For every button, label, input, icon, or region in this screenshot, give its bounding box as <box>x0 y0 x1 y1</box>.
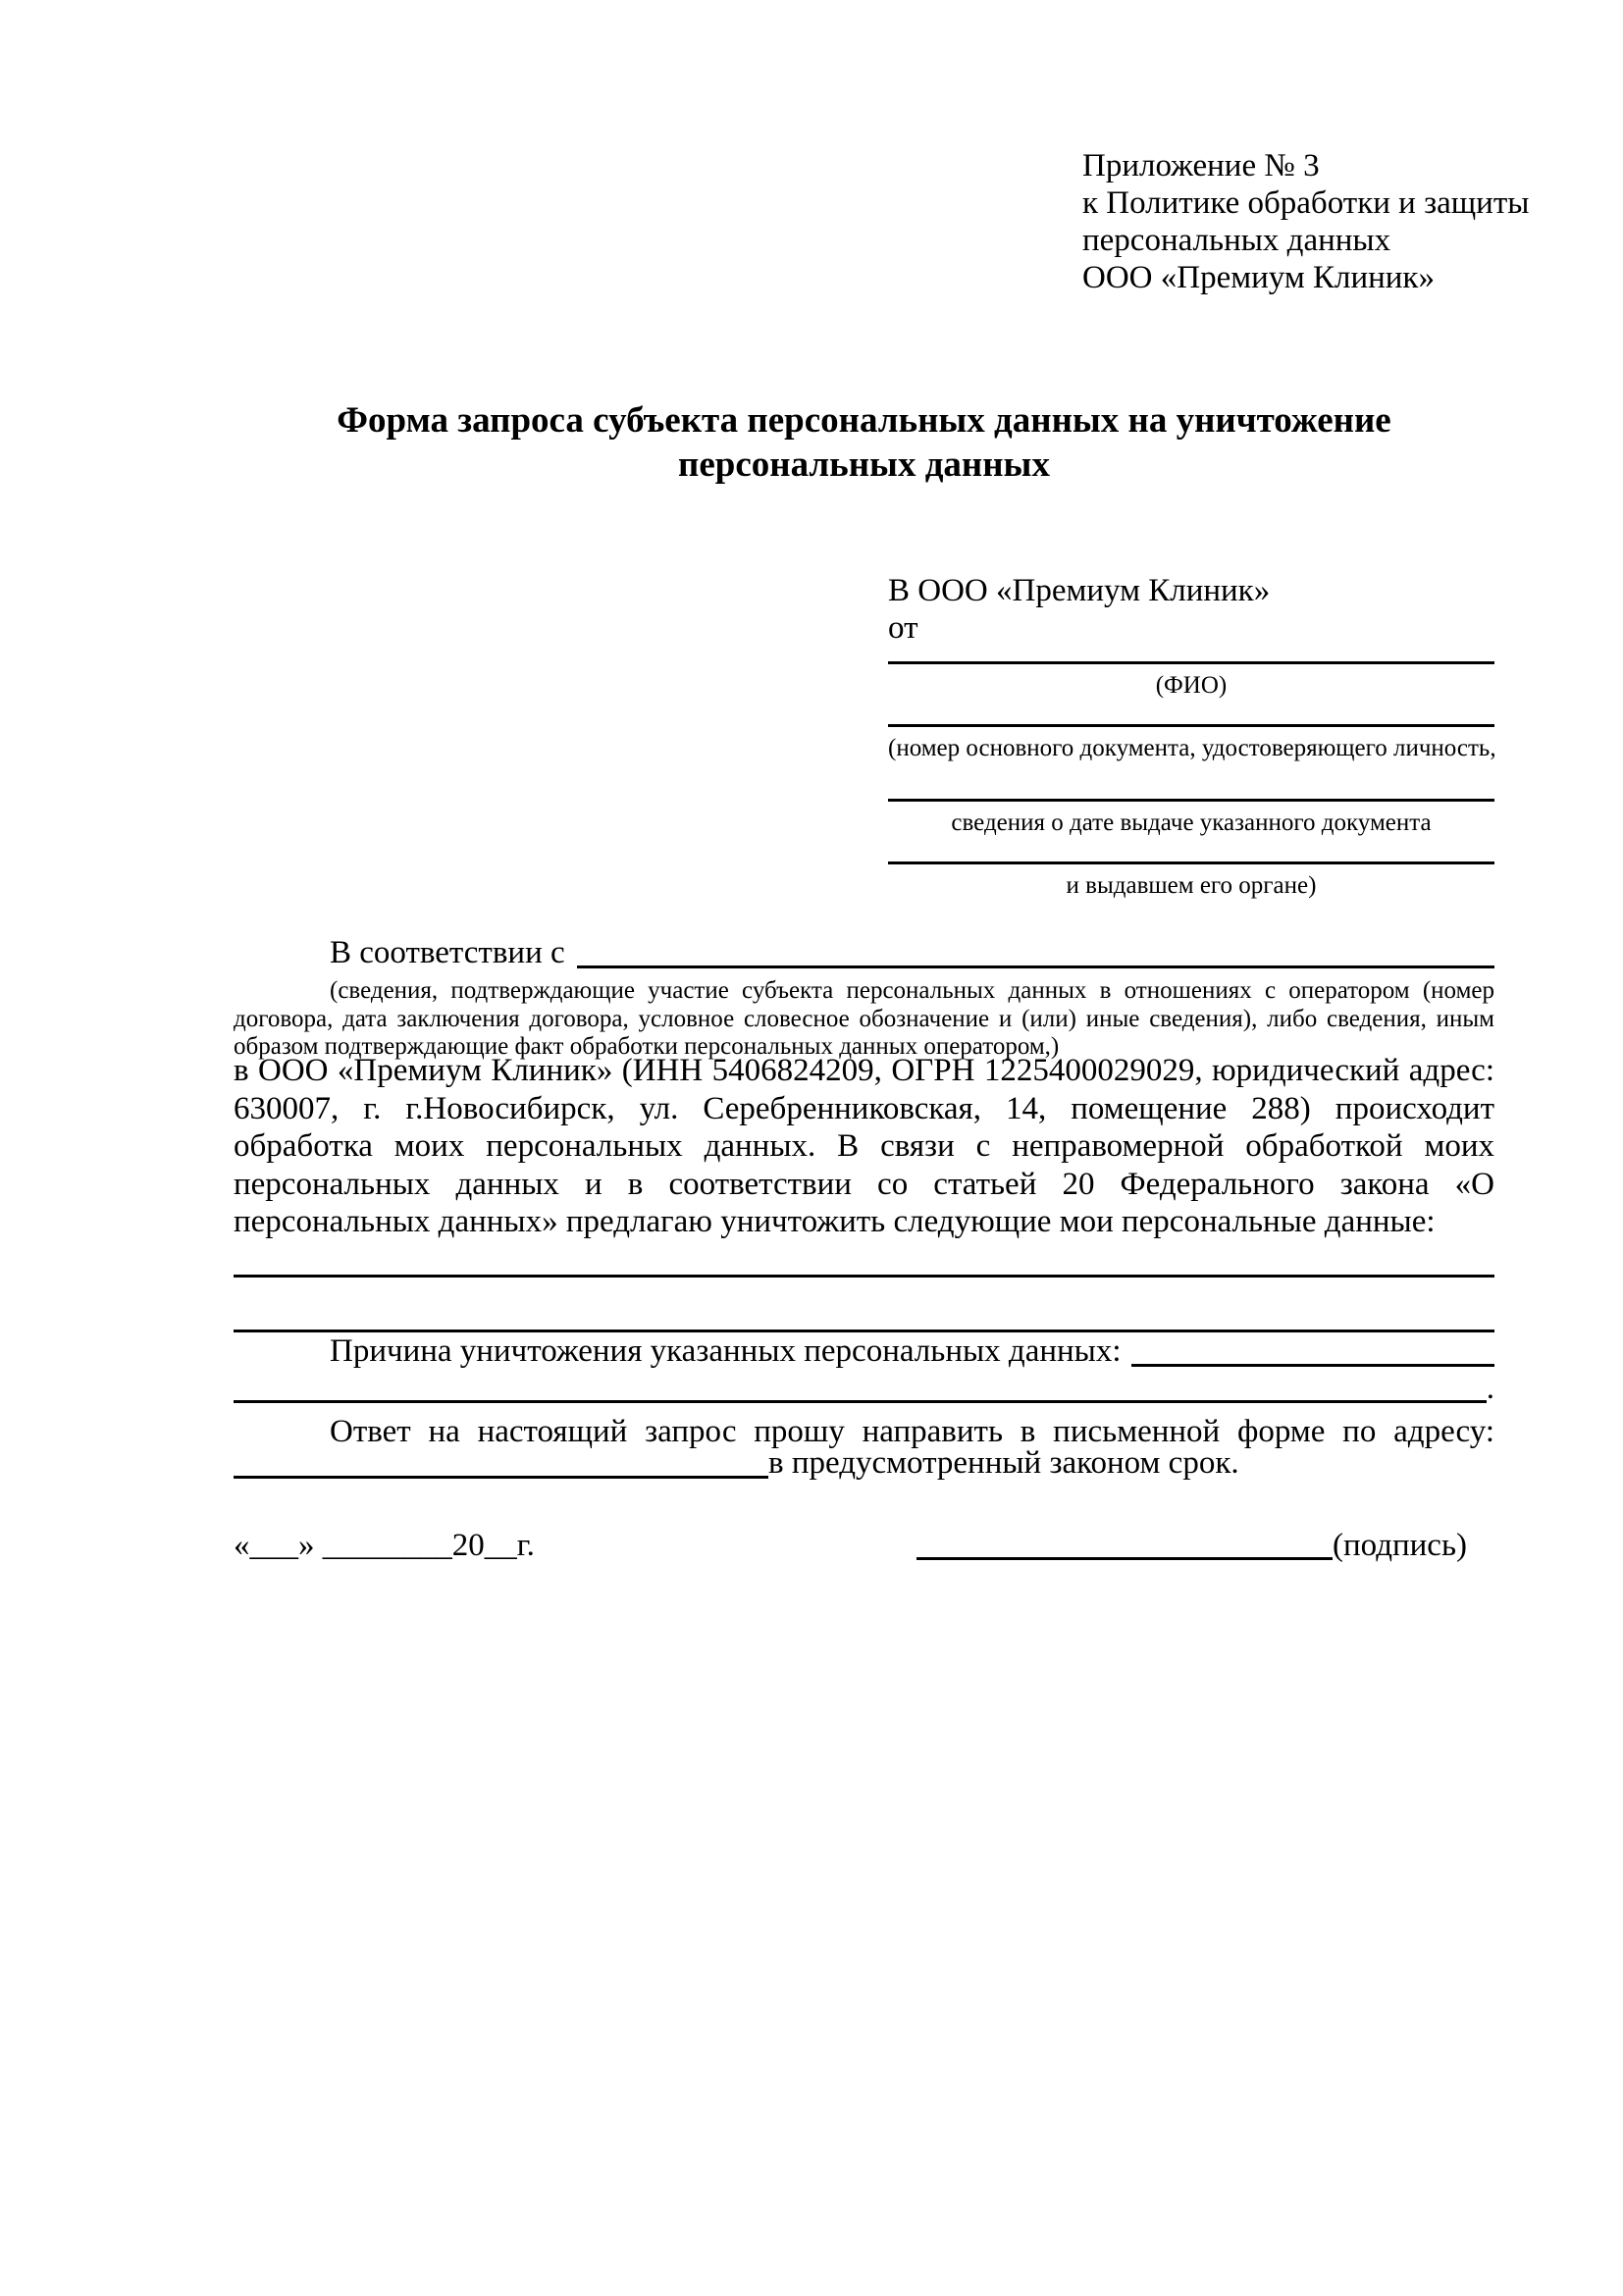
accordance-row <box>234 936 1494 971</box>
page-title-line2: персональных данных <box>678 444 1050 485</box>
address-blank-line <box>234 1476 768 1479</box>
fio-caption: (ФИО) <box>1155 672 1228 699</box>
reason-line-terminator: . <box>1486 1371 1494 1406</box>
issuing-authority-caption: и выдавшем его органе) <box>1066 872 1317 899</box>
response-address-row <box>234 1445 1494 1482</box>
addressee-from-label: от <box>888 610 918 646</box>
appendix-note-line: персональных данных <box>1082 223 1391 258</box>
appendix-note-line: к Политике обработки и защиты <box>1082 185 1530 221</box>
main-paragraph: в ООО «Премиум Клиник» (ИНН 5406824209, ОГРН 1225400029029, юридический адрес: 630007, г. г.Новосибирск, ул. Серебренниковская, 14, помещение 288) происходит обработка моих персональных данных. В связи с неправомерной обработкой моих персональных данных и в соответствии со статьей 20 Федерального закона «О персональных данных» предлагаю уничтожить следующие мои персональные данные: <box>234 1053 1494 1239</box>
addressee-to: В ООО «Премиум Клиник» <box>888 573 1271 608</box>
accordance-label: В соответствии с <box>330 935 565 970</box>
issuing-authority-blank-line <box>888 861 1494 864</box>
signature-row <box>916 1527 1494 1564</box>
appendix-note-line: Приложение № 3 <box>1082 148 1320 183</box>
reason-blank-line <box>1131 1364 1494 1367</box>
issue-date-blank-line <box>888 799 1494 802</box>
accordance-blank-line <box>577 965 1494 968</box>
signature-caption: (подпись) <box>1333 1528 1467 1563</box>
reason-label: Причина уничтожения указанных персональных данных: <box>330 1333 1122 1369</box>
issue-date-caption: сведения о дате выдаче указанного документа <box>951 809 1432 836</box>
fio-blank-line <box>888 661 1494 664</box>
appendix-note-line: ООО «Премиум Клиник» <box>1082 260 1435 295</box>
page-title <box>234 398 1494 487</box>
response-request-text: Ответ на настоящий запрос прошу направить в письменной форме по адресу: <box>330 1414 1494 1449</box>
date-placeholder: «___» ________20__г. <box>234 1528 535 1563</box>
document-number-caption: (номер основного документа, удостоверяющего личность, <box>888 735 1496 761</box>
signature-blank-line <box>916 1557 1333 1560</box>
reason-blank-line-2 <box>234 1400 1487 1403</box>
document-number-blank-line <box>888 724 1494 727</box>
reason-continuation-row <box>234 1371 1494 1406</box>
response-suffix-text: в предусмотренный законом срок. <box>768 1445 1239 1481</box>
appendix-note <box>1082 147 1529 296</box>
accordance-footnote: (сведения, подтверждающие участие субъекта персональных данных в отношениях с оператором (номер договора, дата заключения договора, условное словесное обозначение и (или) иные сведения), либо сведения, иным образом подтверждающие факт обработки персональных данных оператором,) <box>234 977 1494 1060</box>
reason-row <box>234 1335 1494 1370</box>
page-title-line1: Форма запроса субъекта персональных данных на уничтожение <box>337 400 1391 441</box>
data-list-blank-line <box>234 1275 1494 1278</box>
